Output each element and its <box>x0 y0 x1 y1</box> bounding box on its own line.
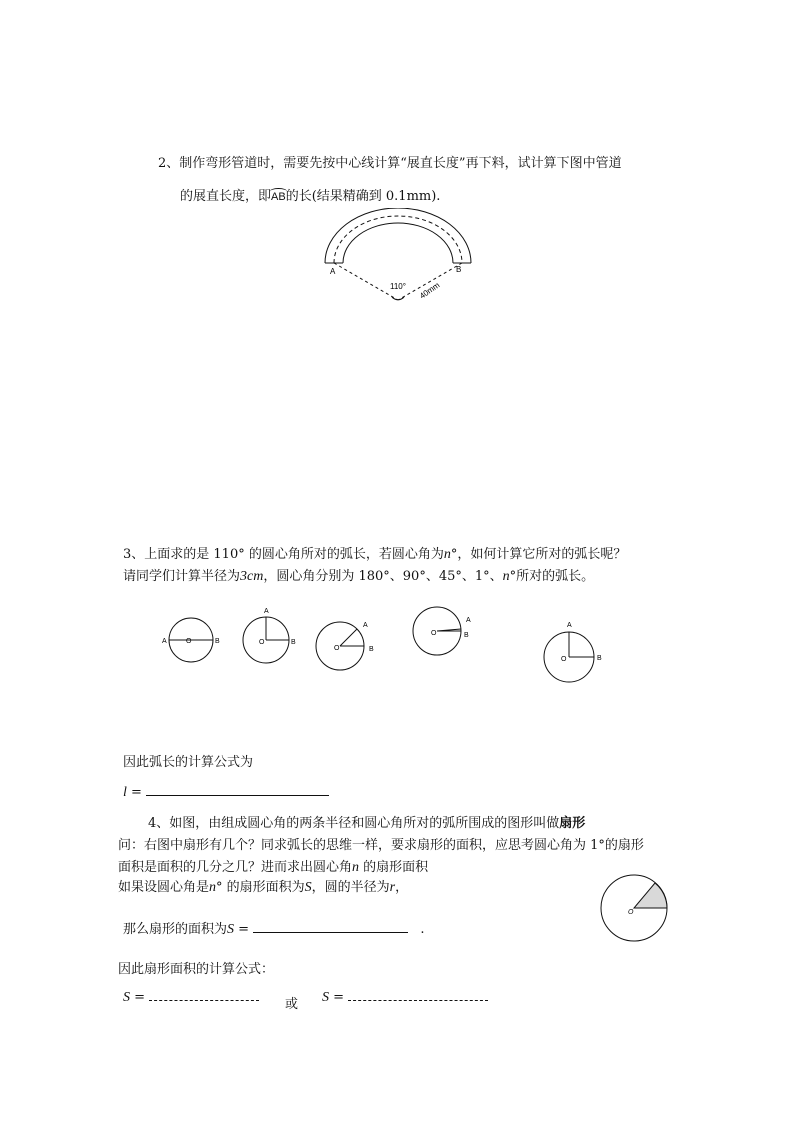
svg-text:B: B <box>291 639 296 646</box>
svg-text:A: A <box>466 617 471 624</box>
sector-o-label: O <box>628 909 634 916</box>
pipe-angle-label: 110° <box>390 282 406 291</box>
q4-line4-mid: ° 的扇形面积为 <box>216 880 305 895</box>
q4-line5-pre: 那么扇形的面积为 <box>123 922 228 937</box>
svg-text:A: A <box>162 638 167 645</box>
pipe-radius-label: 40mm <box>417 280 442 301</box>
q4-line3 <box>118 856 428 876</box>
arc-formula-l: l <box>123 785 127 800</box>
q3-line2 <box>123 565 594 585</box>
q4-line4-end: ， <box>395 880 409 895</box>
q2-line2-pre: 的展直长度，即 <box>180 189 272 204</box>
svg-text:B: B <box>597 655 602 662</box>
svg-text:A: A <box>567 622 572 629</box>
q4-term: 扇形 <box>559 816 586 831</box>
final-formula-2 <box>322 988 488 1006</box>
sector-diagram <box>598 872 670 944</box>
q4-line5-eq: = <box>234 922 250 937</box>
svg-text:B: B <box>215 638 220 645</box>
q3-line2-end: °所对的弧长。 <box>509 569 595 584</box>
svg-text:O: O <box>334 645 340 652</box>
pipe-label-b: B <box>456 265 462 274</box>
svg-text:O: O <box>259 639 265 646</box>
arc-formula-eq: = <box>126 785 142 800</box>
q4-line1 <box>148 812 585 831</box>
radius-left <box>334 263 398 300</box>
q3-line2-val: 3cm <box>240 569 264 584</box>
circle-45 <box>316 622 374 670</box>
q4-line3-pre: 面积是面积的几分之几？进而求出圆心角 <box>118 860 353 875</box>
q3-line1-post: °，如何计算它所对的弧长呢？ <box>450 547 627 562</box>
q2-line1: 2、制作弯形管道时，需要先按中心线计算“展直长度”再下料，试计算下图中管道 <box>158 156 622 171</box>
circle-90 <box>243 608 296 663</box>
q4-line4-s: S <box>304 880 312 895</box>
q4-line1-text: 4、如图，由组成圆心角的两条半径和圆心角所对的弧所围成的图形叫做 <box>148 816 560 831</box>
sector-area-blank[interactable] <box>253 918 408 933</box>
final-or: 或 <box>285 997 299 1012</box>
svg-text:B: B <box>464 632 469 639</box>
q3-line1 <box>123 543 626 563</box>
arc-formula-line <box>123 781 329 801</box>
final-blank-2[interactable] <box>348 988 488 1001</box>
final-formula-1 <box>123 988 259 1006</box>
pipe-label-a: A <box>330 267 336 276</box>
q3-line1-var: n <box>443 547 451 562</box>
sector-shaded <box>634 883 667 908</box>
circle-180 <box>162 618 220 662</box>
q3-line2-post: ，圆心角分别为 180°、90°、45°、1°、 <box>263 569 503 584</box>
q2-line2 <box>180 185 440 204</box>
pipe-diagram <box>318 208 478 308</box>
q4-line5-s: S <box>227 922 235 937</box>
q3-line1-pre: 3、上面求的是 110° 的圆心角所对的弧长，若圆心角为 <box>123 547 444 562</box>
final-blank-1[interactable] <box>149 988 259 1001</box>
q4-line5 <box>123 918 424 938</box>
svg-text:O: O <box>186 638 192 645</box>
q3-line2-pre: 请同学们计算半径为 <box>123 569 241 584</box>
final-intro: 因此扇形面积的计算公式： <box>118 962 275 977</box>
final-s1: S <box>123 990 130 1005</box>
arc-ab-label: AB <box>271 191 286 203</box>
pipe-inner-arc <box>343 223 453 263</box>
svg-text:B: B <box>369 646 374 653</box>
arc-formula-intro: 因此弧长的计算公式为 <box>123 755 254 770</box>
circle-1deg <box>413 607 471 655</box>
q4-line4-var: n <box>209 880 217 895</box>
arc-formula-blank[interactable] <box>146 781 329 796</box>
final-eq2: = <box>329 990 345 1005</box>
q3-line2-var: n <box>502 569 510 584</box>
svg-text:A: A <box>264 608 269 615</box>
q2-line2-post: 的长(结果精确到 0.1mm). <box>285 189 441 204</box>
q4-line4-r: r <box>389 880 396 895</box>
q4-line3-var: n <box>352 860 360 875</box>
circles-row <box>150 600 620 690</box>
q4-line4-pre: 如果设圆心角是 <box>118 880 210 895</box>
q4-line4 <box>118 876 408 896</box>
svg-text:O: O <box>431 630 437 637</box>
q4-line3-post: 的扇形面积 <box>359 860 429 875</box>
q4-line2: 问：右图中扇形有几个？同求弧长的思维一样，要求扇形的面积，应思考圆心角为 1°的扇形 <box>118 838 644 853</box>
final-s2: S <box>322 990 329 1005</box>
svg-text:O: O <box>561 656 567 663</box>
q4-line5-end: . <box>420 922 425 937</box>
final-eq1: = <box>130 990 146 1005</box>
svg-text:A: A <box>363 622 368 629</box>
circle-n <box>544 622 602 682</box>
q4-line4-mid2: ，圆的半径为 <box>311 880 390 895</box>
